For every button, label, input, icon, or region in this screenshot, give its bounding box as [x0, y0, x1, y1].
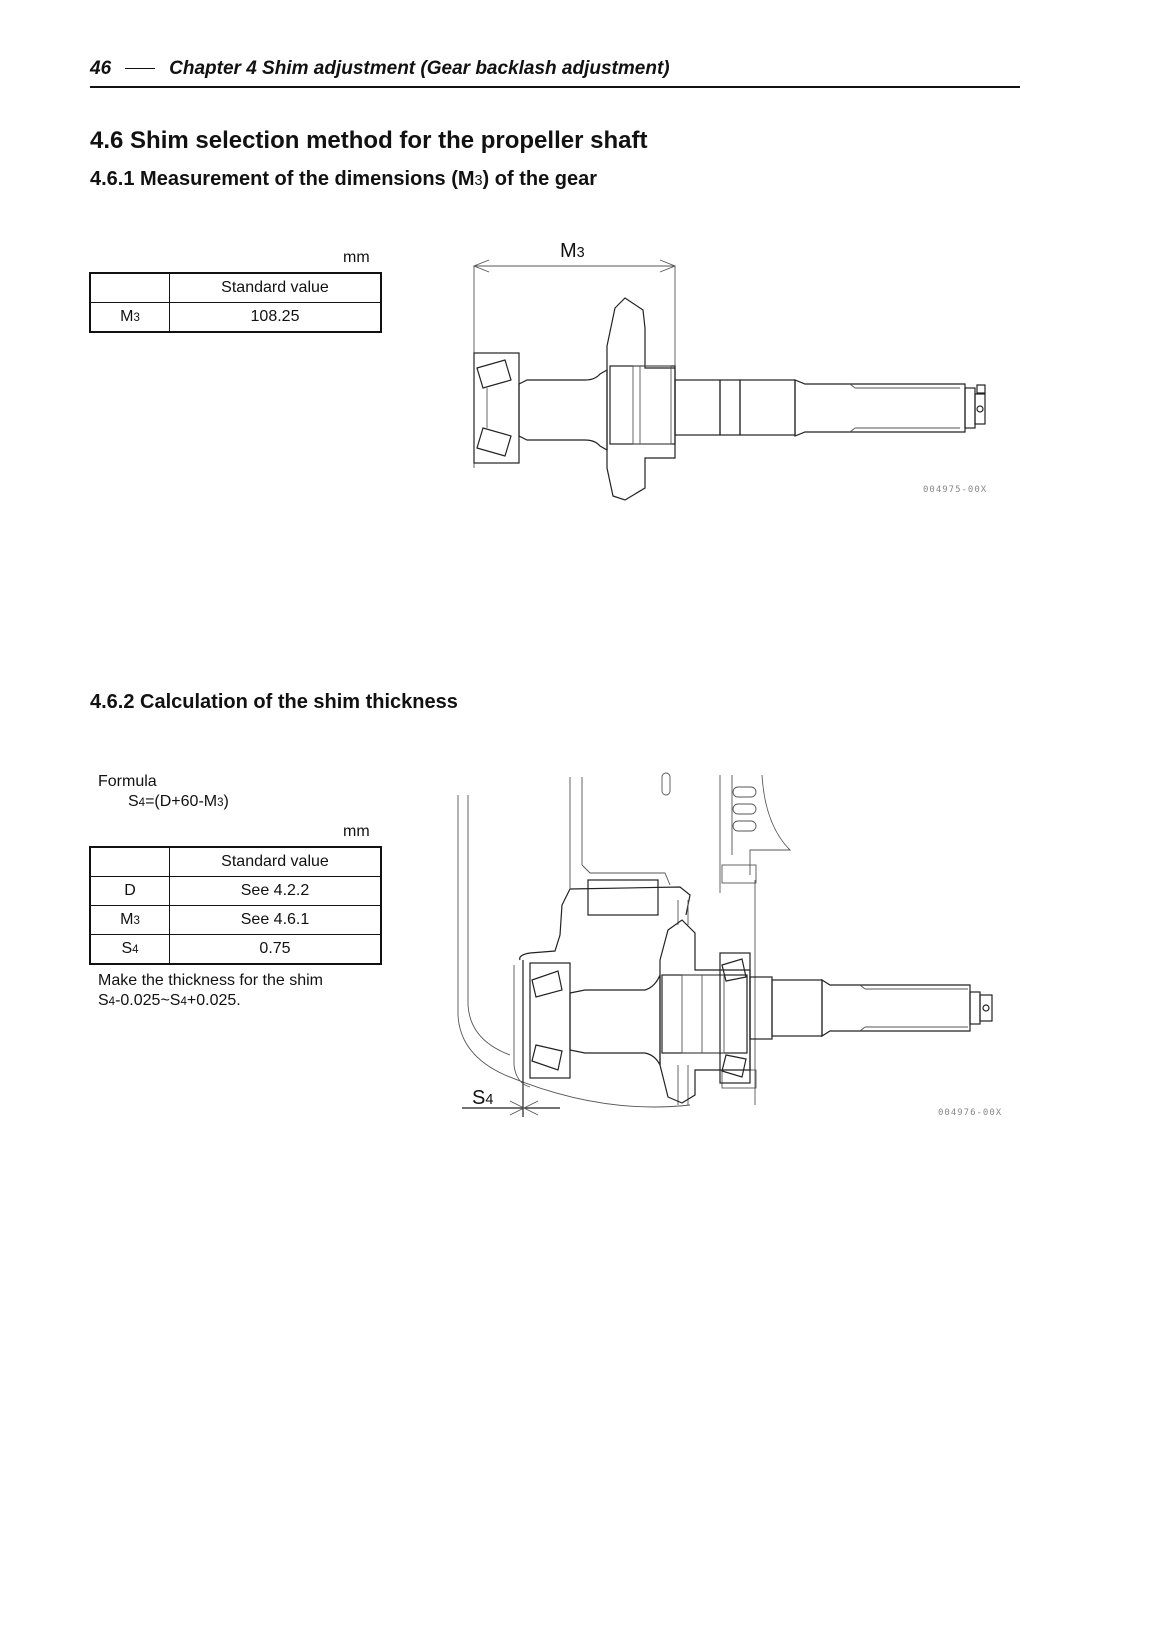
label-text: S [472, 1087, 486, 1109]
table-row [90, 877, 381, 906]
subscript: 3 [217, 797, 224, 809]
unit-label: mm [343, 823, 370, 840]
formula-text: =(D+60-M [145, 793, 218, 810]
table-cell-value: See 4.6.1 [170, 906, 382, 935]
table-header-row [90, 847, 381, 877]
label-text: M [120, 911, 134, 928]
subscript: 3 [576, 245, 585, 261]
subscript: 3 [133, 312, 140, 324]
header-rule [90, 86, 1020, 88]
table-header-cell [90, 847, 170, 877]
table-cell-value: 0.75 [170, 935, 382, 965]
label-text: S [121, 940, 133, 957]
subscript: 4 [138, 797, 146, 809]
running-header [90, 58, 670, 80]
formula [128, 792, 229, 813]
subscript: 4 [180, 996, 187, 1008]
figure-code: 004976-00X [938, 1108, 1003, 1118]
page-number: 46 [90, 58, 112, 79]
subsection-title-4-6-1 [90, 168, 597, 191]
formula-text: S [128, 793, 139, 810]
subsection-title-text: ) of the gear [482, 168, 597, 190]
subscript: 3 [474, 173, 483, 189]
standard-value-table-m3 [89, 272, 382, 333]
chapter-title: Chapter 4 Shim adjustment (Gear backlash adjustment) [169, 58, 670, 79]
subsection-title-4-6-2: 4.6.2 Calculation of the shim thickness [90, 691, 458, 713]
shim-note [98, 971, 323, 1012]
standard-value-table-s4 [89, 846, 382, 965]
note-line [98, 991, 323, 1012]
subscript: 3 [133, 915, 140, 927]
gearcase-cross-section-drawing [450, 765, 1020, 1130]
propeller-shaft-drawing [465, 238, 1025, 513]
figure-code: 004975-00X [923, 485, 988, 495]
label-text: M [560, 240, 577, 262]
note-text: -0.025~S [115, 992, 181, 1009]
table-cell-label [90, 877, 170, 906]
unit-label: mm [343, 249, 370, 266]
dimension-label-s4 [472, 1087, 493, 1110]
table-cell-value: 108.25 [170, 303, 382, 333]
dimension-label-m3 [560, 240, 585, 263]
table-header-cell: Standard value [170, 847, 382, 877]
section-title: 4.6 Shim selection method for the propeller shaft [90, 127, 648, 154]
table-cell-value: See 4.2.2 [170, 877, 382, 906]
table-header-row [90, 273, 381, 303]
table-cell-label [90, 906, 170, 935]
formula-text: ) [223, 793, 229, 810]
subscript: 4 [108, 996, 116, 1008]
note-line: Make the thickness for the shim [98, 972, 323, 989]
figure-gearcase-s4 [450, 765, 1020, 1130]
label-text: M [120, 308, 134, 325]
table-cell-label [90, 935, 170, 965]
table-row [90, 906, 381, 935]
label-text: D [124, 882, 136, 899]
table-row [90, 935, 381, 965]
note-text: +0.025. [186, 992, 241, 1009]
subscript: 4 [132, 944, 139, 956]
table-header-cell: Standard value [170, 273, 382, 303]
table-cell-label [90, 303, 170, 333]
subscript: 4 [485, 1092, 494, 1108]
header-dash [125, 68, 155, 69]
formula-label: Formula [98, 773, 157, 790]
table-row [90, 303, 381, 333]
subsection-title-text: 4.6.1 Measurement of the dimensions (M [90, 168, 475, 190]
figure-propeller-shaft-m3 [465, 238, 1025, 513]
note-text: S [98, 992, 109, 1009]
table-header-cell [90, 273, 170, 303]
